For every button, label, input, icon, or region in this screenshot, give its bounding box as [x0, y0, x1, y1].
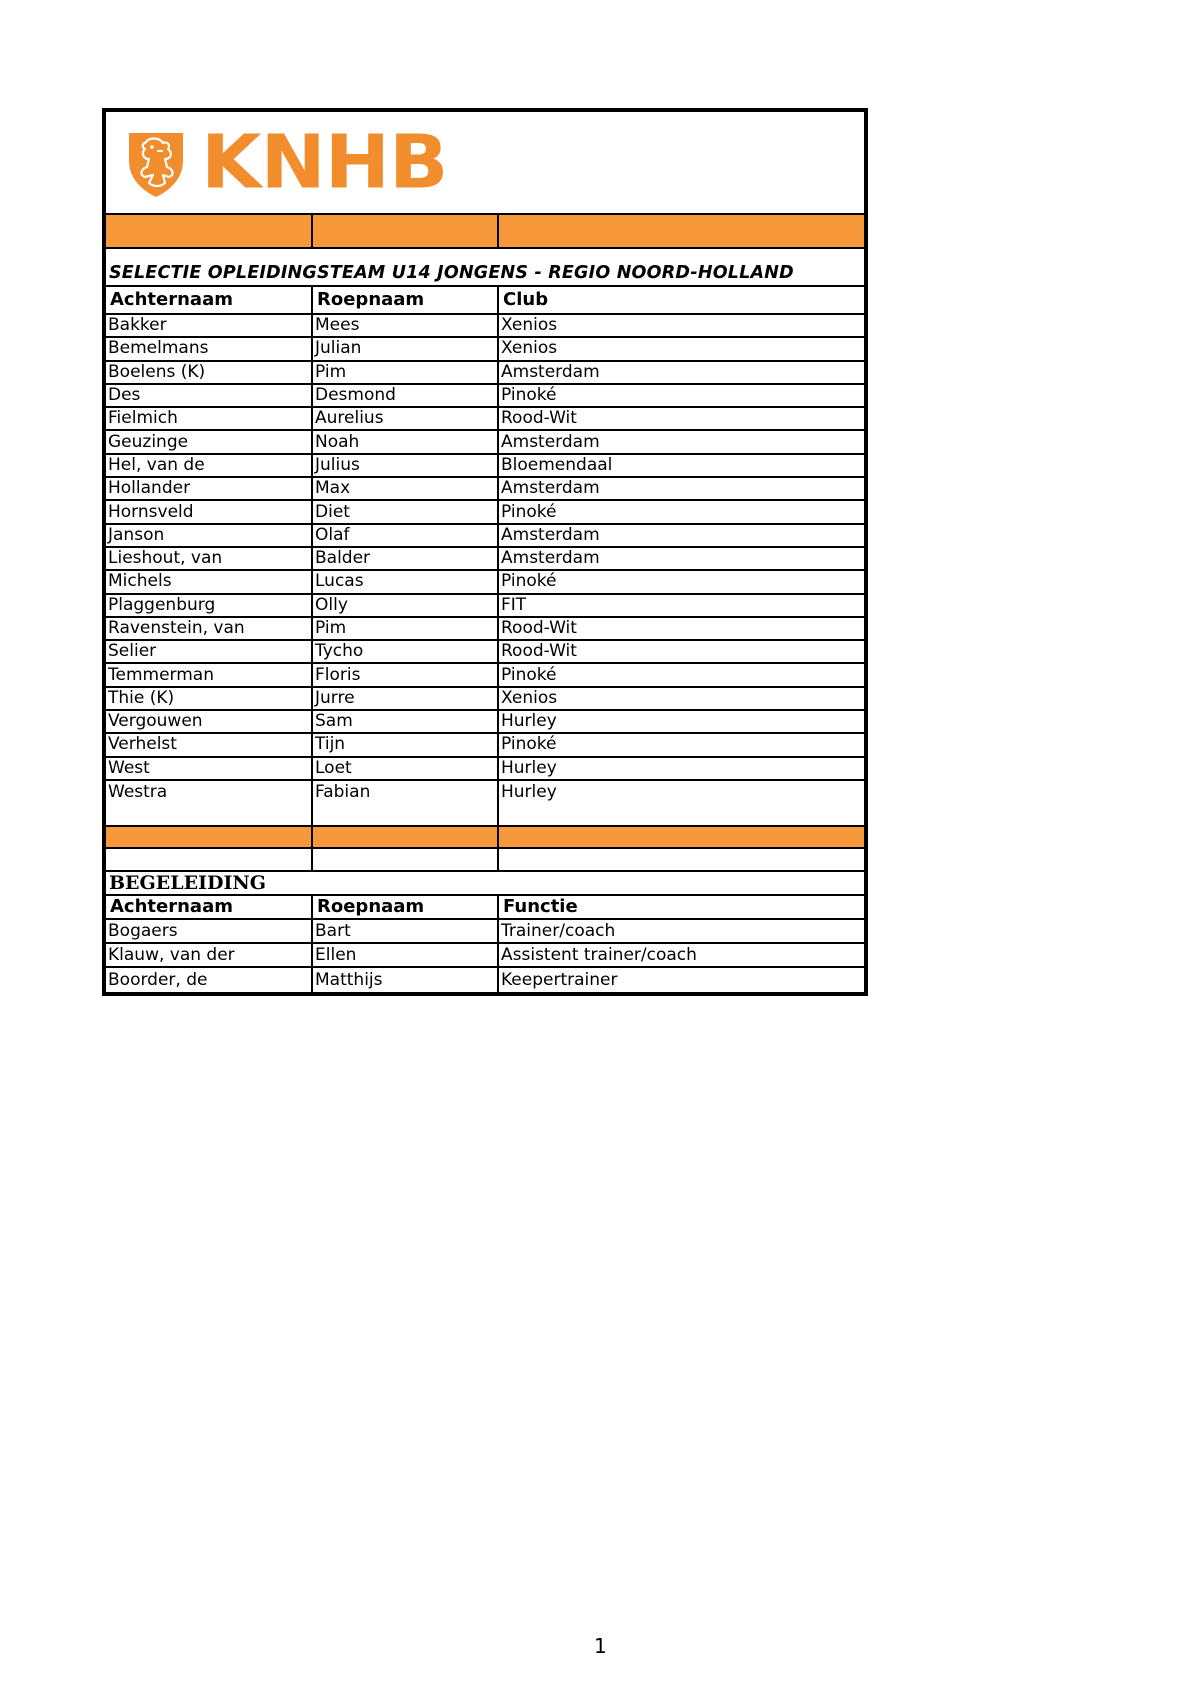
table-cell: Verhelst [106, 734, 313, 755]
table-row [106, 641, 864, 664]
table-cell: Selier [106, 641, 313, 662]
table-row [106, 920, 864, 944]
knhb-logo [123, 120, 448, 206]
table-cell: Amsterdam [501, 548, 600, 569]
table-cell: FIT [501, 594, 527, 615]
table-cell: Amsterdam [501, 478, 600, 499]
table-cell: Ravenstein, van [106, 618, 313, 639]
table-cell: Bemelmans [106, 338, 313, 359]
table-cell: Bloemendaal [501, 454, 613, 475]
table-cell: Fielmich [106, 408, 313, 429]
table-cell: Max [313, 478, 499, 499]
staff-table-body [106, 920, 864, 992]
table-cell: Assistent trainer/coach [501, 944, 697, 965]
table-cell: Vergouwen [106, 711, 313, 732]
table-cell: Xenios [501, 315, 558, 336]
selection-table-body [106, 315, 864, 804]
table-cell: Geuzinge [106, 431, 313, 452]
table-row [106, 548, 864, 571]
table-cell: Noah [313, 431, 499, 452]
table-cell: Janson [106, 525, 313, 546]
column-header: Club [503, 289, 549, 310]
table-cell: Bogaers [106, 920, 313, 942]
table-row [106, 968, 864, 992]
blank-row [106, 849, 864, 872]
selection-title-row [106, 249, 864, 287]
blank-row [106, 804, 864, 827]
table-cell: Fabian [313, 781, 499, 804]
table-row [106, 758, 864, 781]
table-cell: Amsterdam [501, 524, 600, 545]
table-cell: Des [106, 385, 313, 406]
column-header: Roepnaam [313, 896, 499, 918]
table-cell: Pinoké [501, 385, 557, 406]
table-row [106, 501, 864, 524]
table-cell: Pinoké [501, 501, 557, 522]
table-cell: Hurley [501, 711, 557, 732]
table-cell: Tycho [313, 641, 499, 662]
table-cell: Matthijs [313, 968, 499, 992]
table-cell: Olaf [313, 525, 499, 546]
staff-header-row [106, 896, 864, 920]
selection-header-row [106, 287, 864, 315]
table-cell: Thie (K) [106, 688, 313, 709]
table-cell: Loet [313, 758, 499, 779]
table-cell: Desmond [313, 385, 499, 406]
table-row [106, 478, 864, 501]
column-header: Achternaam [106, 287, 313, 313]
table-cell: Bart [313, 920, 499, 942]
table-row [106, 525, 864, 548]
table-cell: Julian [313, 338, 499, 359]
logo-text: KNHB [201, 120, 448, 206]
table-cell: Rood-Wit [501, 641, 577, 662]
table-cell: Sam [313, 711, 499, 732]
table-cell: Tijn [313, 734, 499, 755]
page-number: 1 [594, 1634, 607, 1658]
table-row [106, 618, 864, 641]
table-cell: Bakker [106, 315, 313, 336]
table-row [106, 688, 864, 711]
table-cell: Xenios [501, 687, 558, 708]
table-cell: Plaggenburg [106, 595, 313, 616]
table-cell: Olly [313, 595, 499, 616]
column-header: Roepnaam [313, 287, 499, 313]
table-cell: Temmerman [106, 664, 313, 685]
table-row [106, 944, 864, 968]
orange-band [106, 827, 864, 849]
table-cell: Amsterdam [501, 361, 600, 382]
column-header: Achternaam [106, 896, 313, 918]
staff-title: BEGELEIDING [109, 872, 266, 895]
column-header: Functie [503, 896, 578, 918]
table-cell: Xenios [501, 338, 558, 359]
table-cell: Diet [313, 501, 499, 522]
table-cell: Trainer/coach [501, 920, 616, 941]
table-cell: Hurley [501, 782, 557, 803]
table-cell: Klauw, van der [106, 944, 313, 966]
table-cell: Boelens (K) [106, 362, 313, 383]
table-row [106, 338, 864, 361]
table-cell: Hurley [501, 757, 557, 778]
table-cell: Pim [313, 618, 499, 639]
table-row [106, 408, 864, 431]
table-cell: Rood-Wit [501, 408, 577, 429]
roster-sheet [102, 108, 868, 996]
table-cell: Lieshout, van [106, 548, 313, 569]
table-row [106, 664, 864, 687]
table-row [106, 455, 864, 478]
table-row [106, 571, 864, 594]
table-cell: Ellen [313, 944, 499, 966]
staff-title-row [106, 872, 864, 896]
table-cell: Balder [313, 548, 499, 569]
table-row [106, 385, 864, 408]
table-row [106, 315, 864, 338]
table-cell: Rood-Wit [501, 618, 577, 638]
orange-band [106, 215, 864, 249]
table-cell: Westra [106, 781, 313, 804]
table-cell: Jurre [313, 688, 499, 709]
table-cell: Hornsveld [106, 501, 313, 522]
table-cell: Lucas [313, 571, 499, 592]
table-cell: Michels [106, 571, 313, 592]
table-cell: Pim [313, 362, 499, 383]
selection-title: SELECTIE OPLEIDINGSTEAM U14 JONGENS - REGIO NOORD-HOLLAND [109, 263, 794, 283]
table-row [106, 781, 864, 804]
table-cell: Hollander [106, 478, 313, 499]
table-cell: Amsterdam [501, 431, 600, 452]
table-cell: Aurelius [313, 408, 499, 429]
table-cell: West [106, 758, 313, 779]
table-row [106, 362, 864, 385]
table-cell: Julius [313, 455, 499, 476]
table-cell: Boorder, de [106, 968, 313, 992]
table-cell: Pinoké [501, 664, 557, 685]
table-cell: Hel, van de [106, 455, 313, 476]
table-row [106, 431, 864, 454]
table-cell: Pinoké [501, 571, 557, 592]
lion-shield-icon [123, 127, 189, 199]
table-cell: Mees [313, 315, 499, 336]
table-row [106, 595, 864, 618]
table-row [106, 711, 864, 734]
logo-row [106, 112, 864, 215]
table-cell: Keepertrainer [501, 969, 618, 990]
table-cell: Pinoké [501, 734, 557, 755]
table-row [106, 734, 864, 757]
table-cell: Floris [313, 664, 499, 685]
